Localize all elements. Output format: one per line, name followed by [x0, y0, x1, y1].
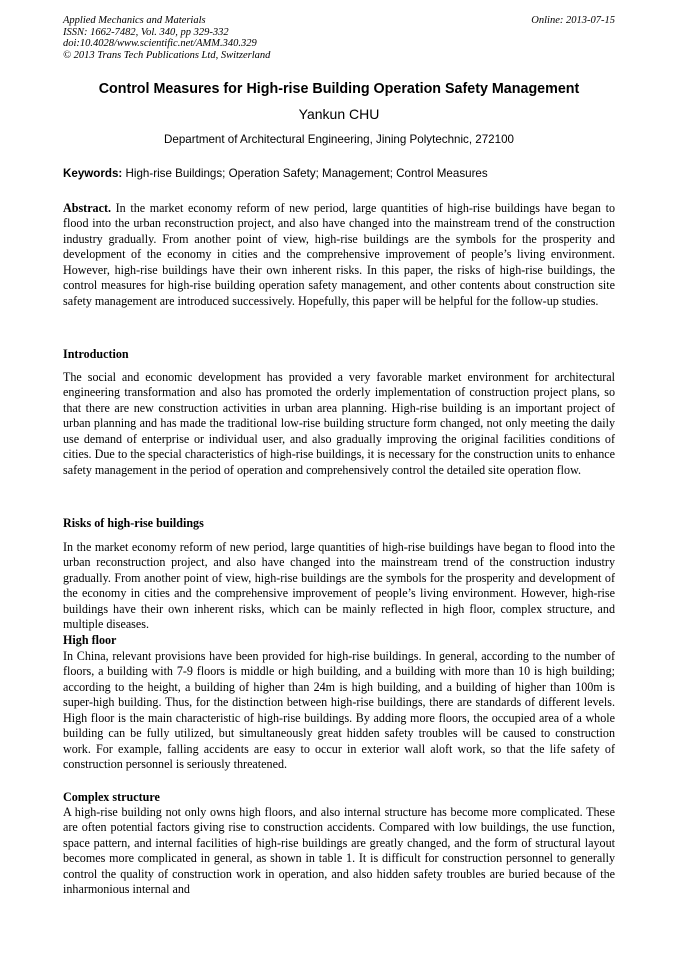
keywords-text: High-rise Buildings; Operation Safety; Management; Control Measures: [125, 167, 488, 180]
affiliation: Department of Architectural Engineering, Jining Polytechnic, 272100: [164, 133, 514, 146]
abstract-label: Abstract.: [63, 201, 112, 215]
paper-title: Control Measures for High-rise Building Operation Safety Management: [98, 81, 580, 97]
subsection-heading-high-floor: High floor: [63, 633, 117, 647]
issn-line: ISSN: 1662-7482, Vol. 340, pp 329-332: [63, 26, 229, 38]
abstract-text: In the market economy reform of new period, large quantities of high-rise buildings have began to flood into the urban reconstruction project, and also have changed into the mainstream trend of the construction industry gradually. From another point of view, high-rise buildings are the symbols for the prosperity and development of the economy in cities and the comprehensive improvement of people’s living environment. However, high-rise buildings have their own inherent risks. In this paper, the risks of high-rise buildings, the control measures for high-rise building operation safety management, and other contents about construction site safety management are introduced successively. Hopefully, this paper will be helpful for the follow-up studies.: [63, 201, 615, 308]
online-date: Online: 2013-07-15: [531, 15, 615, 26]
section-heading-introduction: Introduction: [63, 347, 129, 361]
introduction-paragraph: The social and economic development has provided a very favorable market environment for architectural engineering transformation and also has promoted the orderly implementation of construction project plans, so that there are new construction activities in urban area planning. High-rise building is an important project of urban planning and has made the traditional low-rise building structure form changed, not only meeting the daily use demand of enterprise or individual user, and also gradually improving the original facilities conditions of cities. Due to the special characteristics of high-rise buildings, it is necessary for the construction units to enhance safety management in the period of operation and comprehensively control the detailed site operation flow.: [63, 370, 615, 477]
high-floor-paragraph: In China, relevant provisions have been provided for high-rise buildings. In general, according to the number of floors, a building with 7-9 floors is middle or high building, and a building with more than 10 is high building; according to the height, a building of higher than 24m is high building, and a building of higher than 100m is super-high building. Thus, for the distinction between high-rise buildings, there are standards of different levels. High floor is the main characteristic of high-rise buildings. By adding more floors, the occupied area of a whole building can be fully utilized, but simultaneously great hidden safety troubles will be caused to construction work. For example, falling accidents are easy to occur in exterior wall aloft work, so that the life safety of construction personnel is seriously threatened.: [63, 649, 615, 772]
doi-line: doi:10.4028/www.scientific.net/AMM.340.329: [63, 38, 257, 50]
copyright-line: © 2013 Trans Tech Publications Ltd, Switzerland: [63, 49, 271, 61]
keywords: [63, 166, 615, 181]
risks-paragraph: In the market economy reform of new period, large quantities of high-rise buildings have began to flood into the urban reconstruction project, and also have changed into the mainstream trend of the construction industry gradually. From another point of view, high-rise buildings are the symbols for the prosperity and development of the economy in cities and the comprehensive improvement of people’s living environment. However, high-rise buildings have their own inherent risks, which can be mainly reflected in high floor, complex structure, and multiple diseases.: [63, 540, 615, 632]
subsection-heading-complex-structure: Complex structure: [63, 790, 160, 804]
journal-name: Applied Mechanics and Materials: [63, 15, 206, 26]
keywords-label: Keywords:: [63, 167, 123, 180]
journal-header: [63, 15, 615, 61]
abstract: [63, 201, 615, 309]
section-heading-risks: Risks of high-rise buildings: [63, 516, 204, 530]
author-name: Yankun CHU: [298, 106, 380, 122]
complex-structure-paragraph: A high-rise building not only owns high floors, and also internal structure has become more complicated. These are often potential factors giving rise to construction accidents. Compared with low buildings, the use function, space pattern, and internal facilities of high-rise buildings are greatly changed, and the form of structural layout becomes more complicated in general, as shown in table 1. It is difficult for construction personnel to generally control the quality of construction work in operation, and also hidden safety troubles are buried because of the inharmonious internal and: [63, 805, 615, 897]
